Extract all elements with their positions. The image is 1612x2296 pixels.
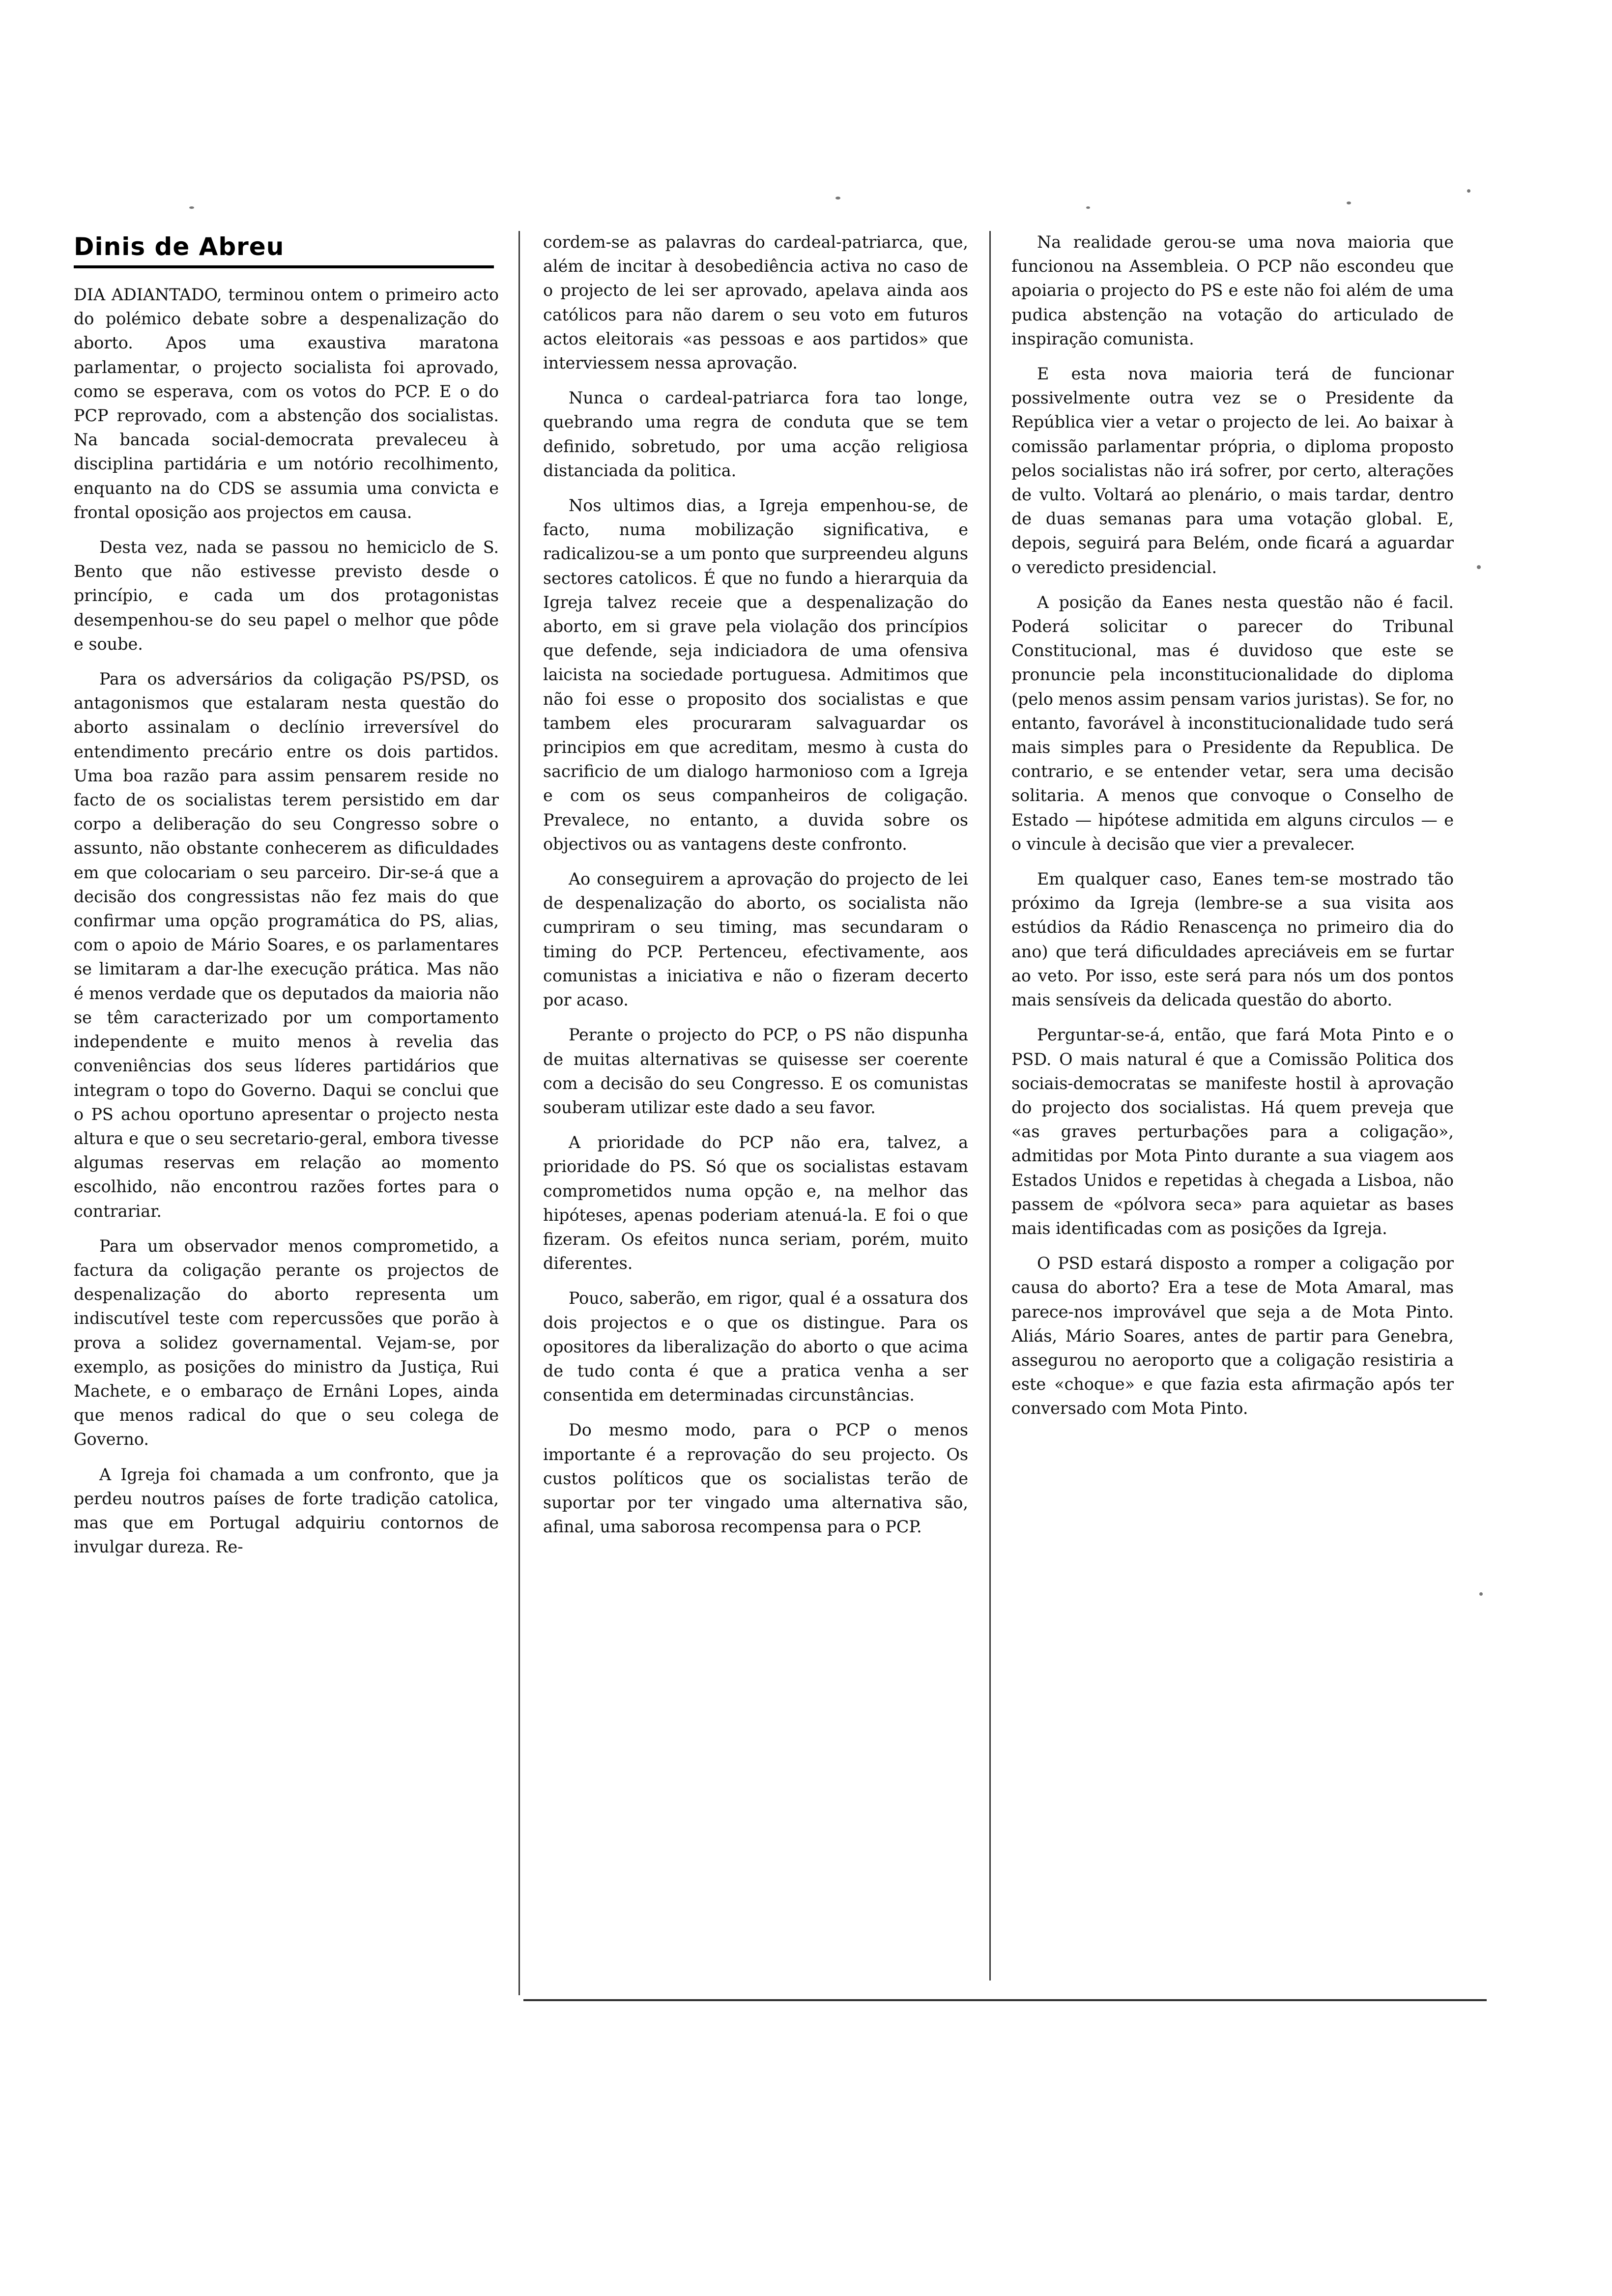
scan-speck <box>1477 565 1481 569</box>
scan-speck <box>189 206 194 209</box>
article-column-3 <box>1011 230 1454 1432</box>
column-divider <box>518 231 520 1995</box>
paragraph: A prioridade do PCP não era, talvez, a prioridade do PS. Só que os socialistas estavam comprometidos numa opção e, na melhor das hipóteses, apenas poderiam atenuá-la. E foi o que fizeram. Os efeitos nunca seriam, porém, muito diferentes. <box>543 1133 968 1273</box>
paragraph: Desta vez, nada se passou no hemiciclo de S. Bento que não estivesse previsto desde o princípio, e cada um dos protagonistas desempenhou-se do seu papel o melhor que pôde e soube. <box>74 538 499 654</box>
paragraph: cordem-se as palavras do cardeal-patriarca, que, além de incitar à desobediência activa no caso de o projecto de lei ser aprovado, apelava ainda aos católicos para não darem o seu voto em futuros actos eleitorais «as pessoas e aos partidos» que interviessem nessa aprovação. <box>543 232 968 373</box>
paragraph: Nos ultimos dias, a Igreja empenhou-se, de facto, numa mobilização significativa, e radicalizou-se a um ponto que surpreendeu alguns sectores catolicos. É que no fundo a hierarquia da Igreja talvez receie que a despenalização do aborto, em si grave pela violação dos princípios que defende, seja indiciadora de uma ofensiva laicista na sociedade portuguesa. Admitimos que não foi esse o proposito dos socialistas e que tambem eles procuraram salvaguardar os principios em que acreditam, mesmo à custa do sacrificio de um dialogo harmonioso com a Igreja e com os seus companheiros de coligação. Prevalece, no entanto, a duvida sobre os objectivos ou as vantagens deste confronto. <box>543 496 968 854</box>
bottom-rule <box>523 1999 1487 2001</box>
paragraph: Pouco, saberão, em rigor, qual é a ossatura dos dois projectos e o que os distingue. Para os opositores da liberalização do aborto o que acima de tudo conta é que a pratica venha a ser consentida em determinadas circunstâncias. <box>543 1289 968 1405</box>
scan-speck <box>1347 201 1351 204</box>
paragraph: A posição da Eanes nesta questão não é facil. Poderá solicitar o parecer do Tribunal Constitucional, mas é duvidoso que este se pronuncie pela inconstitucionalidade do diploma (pelo menos assim pensam varios juristas). Se for, no entanto, favorável à inconstitucionalidade tudo será mais simples para o Presidente da Republica. De contrario, e se entender vetar, sera uma decisão solitaria. A menos que convoque o Conselho de Estado — hipótese admitida em alguns circulos — e o vincule à decisão que vier a prevalecer. <box>1011 592 1454 854</box>
paragraph: Na realidade gerou-se uma nova maioria que funcionou na Assembleia. O PCP não escondeu que apoiaria o projecto do PS e este não foi além de uma pudica abstenção na votação do articulado de inspiração comunista. <box>1011 232 1454 348</box>
paragraph: Para um observador menos comprometido, a factura da coligação perante os projectos de despenalização do aborto representa um indiscutível teste com repercussões que porão à prova a solidez governamental. Vejam-se, por exemplo, as posições do ministro da Justiça, Rui Machete, e o embaraço de Ernâni Lopes, ainda que menos radical do que o seu colega de Governo. <box>74 1236 499 1449</box>
paragraph: Em qualquer caso, Eanes tem-se mostrado tão próximo da Igreja (lembre-se a sua visita aos estúdios da Rádio Renascença no primeiro dia do ano) que terá dificuldades apreciáveis em se furtar ao veto. Por isso, este será para nós um dos pontos mais sensíveis da delicada questão do aborto. <box>1011 869 1454 1010</box>
scan-speck <box>1086 206 1090 209</box>
paragraph: Perante o projecto do PCP, o PS não dispunha de muitas alternativas se quisesse ser coerente com a decisão do seu Congresso. E os comunistas souberam utilizar este dado a seu favor. <box>543 1025 968 1117</box>
paragraph: Nunca o cardeal-patriarca fora tao longe, quebrando uma regra de conduta que se tem definido, sobretudo, por uma acção religiosa distanciada da politica. <box>543 388 968 480</box>
scan-speck <box>835 197 840 200</box>
paragraph: Para os adversários da coligação PS/PSD, os antagonismos que estalaram nesta questão do aborto assinalam o declínio irreversível do entendimento precário entre os dois partidos. Uma boa razão para assim pensarem reside no facto de os socialistas terem persistido em dar corpo a deliberação do seu Congresso sobre o assunto, não obstante conhecerem as dificuldades em que colocariam o seu parceiro. Dir-se-á que a decisão dos congressistas não fez mais do que confirmar uma opção programática do PS, alias, com o apoio de Mário Soares, e os parlamentares se limitaram a dar-lhe execução prática. Mas não é menos verdade que os deputados da maioria não se têm caracterizado por um comportamento independente e muito menos à revelia das conveniências dos seus líderes partidários que integram o topo do Governo. Daqui se conclui que o PS achou oportuno apresentar o projecto nesta altura e que o seu secretario-geral, embora tivesse algumas reservas em relação ao momento escolhido, não encontrou razões fortes para o contrariar. <box>74 669 499 1221</box>
paragraph: A Igreja foi chamada a um confronto, que ja perdeu noutros países de forte tradição catolica, mas que em Portugal adquiriu contornos de invulgar dureza. Re- <box>74 1464 499 1557</box>
byline-underline <box>74 265 494 268</box>
byline-block <box>74 231 494 268</box>
scan-speck <box>1467 189 1470 193</box>
paragraph: O PSD estará disposto a romper a coligação por causa do aborto? Era a tese de Mota Amaral, mas parece-nos improvável que seja a de Mota Pinto. Aliás, Mário Soares, antes de partir para Genebra, assegurou no aeroporto que a coligação resistiria a este «choque» e que fazia esta afirmação após ter conversado com Mota Pinto. <box>1011 1254 1454 1418</box>
article-column-1 <box>74 283 499 1570</box>
author-byline: Dinis de Abreu <box>74 232 285 261</box>
column-divider <box>989 231 991 1980</box>
paragraph: Ao conseguirem a aprovação do projecto de lei de despenalização do aborto, os socialista não cumpriram o seu timing, mas secundaram o timing do PCP. Pertenceu, efectivamente, aos comunistas a iniciativa e não o fizeram decerto por acaso. <box>543 869 968 1010</box>
scan-speck <box>1479 1592 1483 1596</box>
paragraph: Perguntar-se-á, então, que fará Mota Pinto e o PSD. O mais natural é que a Comissão Politica dos sociais-democratas se manifeste hostil à aprovação do projecto dos socialistas. Há quem preveja que «as graves perturbações para a coligação», admitidas por Mota Pinto durante a sua viagem aos Estados Unidos e repetidas à chegada a Lisboa, não passem de «pólvora seca» para aquietar as bases mais identificadas com as posições da Igreja. <box>1011 1025 1454 1238</box>
article-column-2 <box>543 230 968 1550</box>
paragraph: DIA ADIANTADO, terminou ontem o primeiro acto do polémico debate sobre a despenalização do aborto. Apos uma exaustiva maratona parlamentar, o projecto socialista foi aprovado, como se esperava, com os votos do PCP. E o do PCP reprovado, com a abstenção dos socialistas. Na bancada social-democrata prevaleceu à disciplina partidária e um notório recolhimento, enquanto na do CDS se assumia uma convicta e frontal oposição aos projectos em causa. <box>74 285 499 522</box>
paragraph: Do mesmo modo, para o PCP o menos importante é a reprovação do seu projecto. Os custos políticos que os socialistas terão de suportar por ter vingado uma alternativa são, afinal, uma saborosa recompensa para o PCP. <box>543 1420 968 1537</box>
paragraph: E esta nova maioria terá de funcionar possivelmente outra vez se o Presidente da República vier a vetar o projecto de lei. Ao baixar à comissão parlamentar própria, o diploma proposto pelos socialistas não irá sofrer, por certo, alterações de vulto. Voltará ao plenário, o mais tardar, dentro de duas semanas para uma votação global. E, depois, seguirá para Belém, onde ficará a aguardar o veredicto presidencial. <box>1011 364 1454 577</box>
